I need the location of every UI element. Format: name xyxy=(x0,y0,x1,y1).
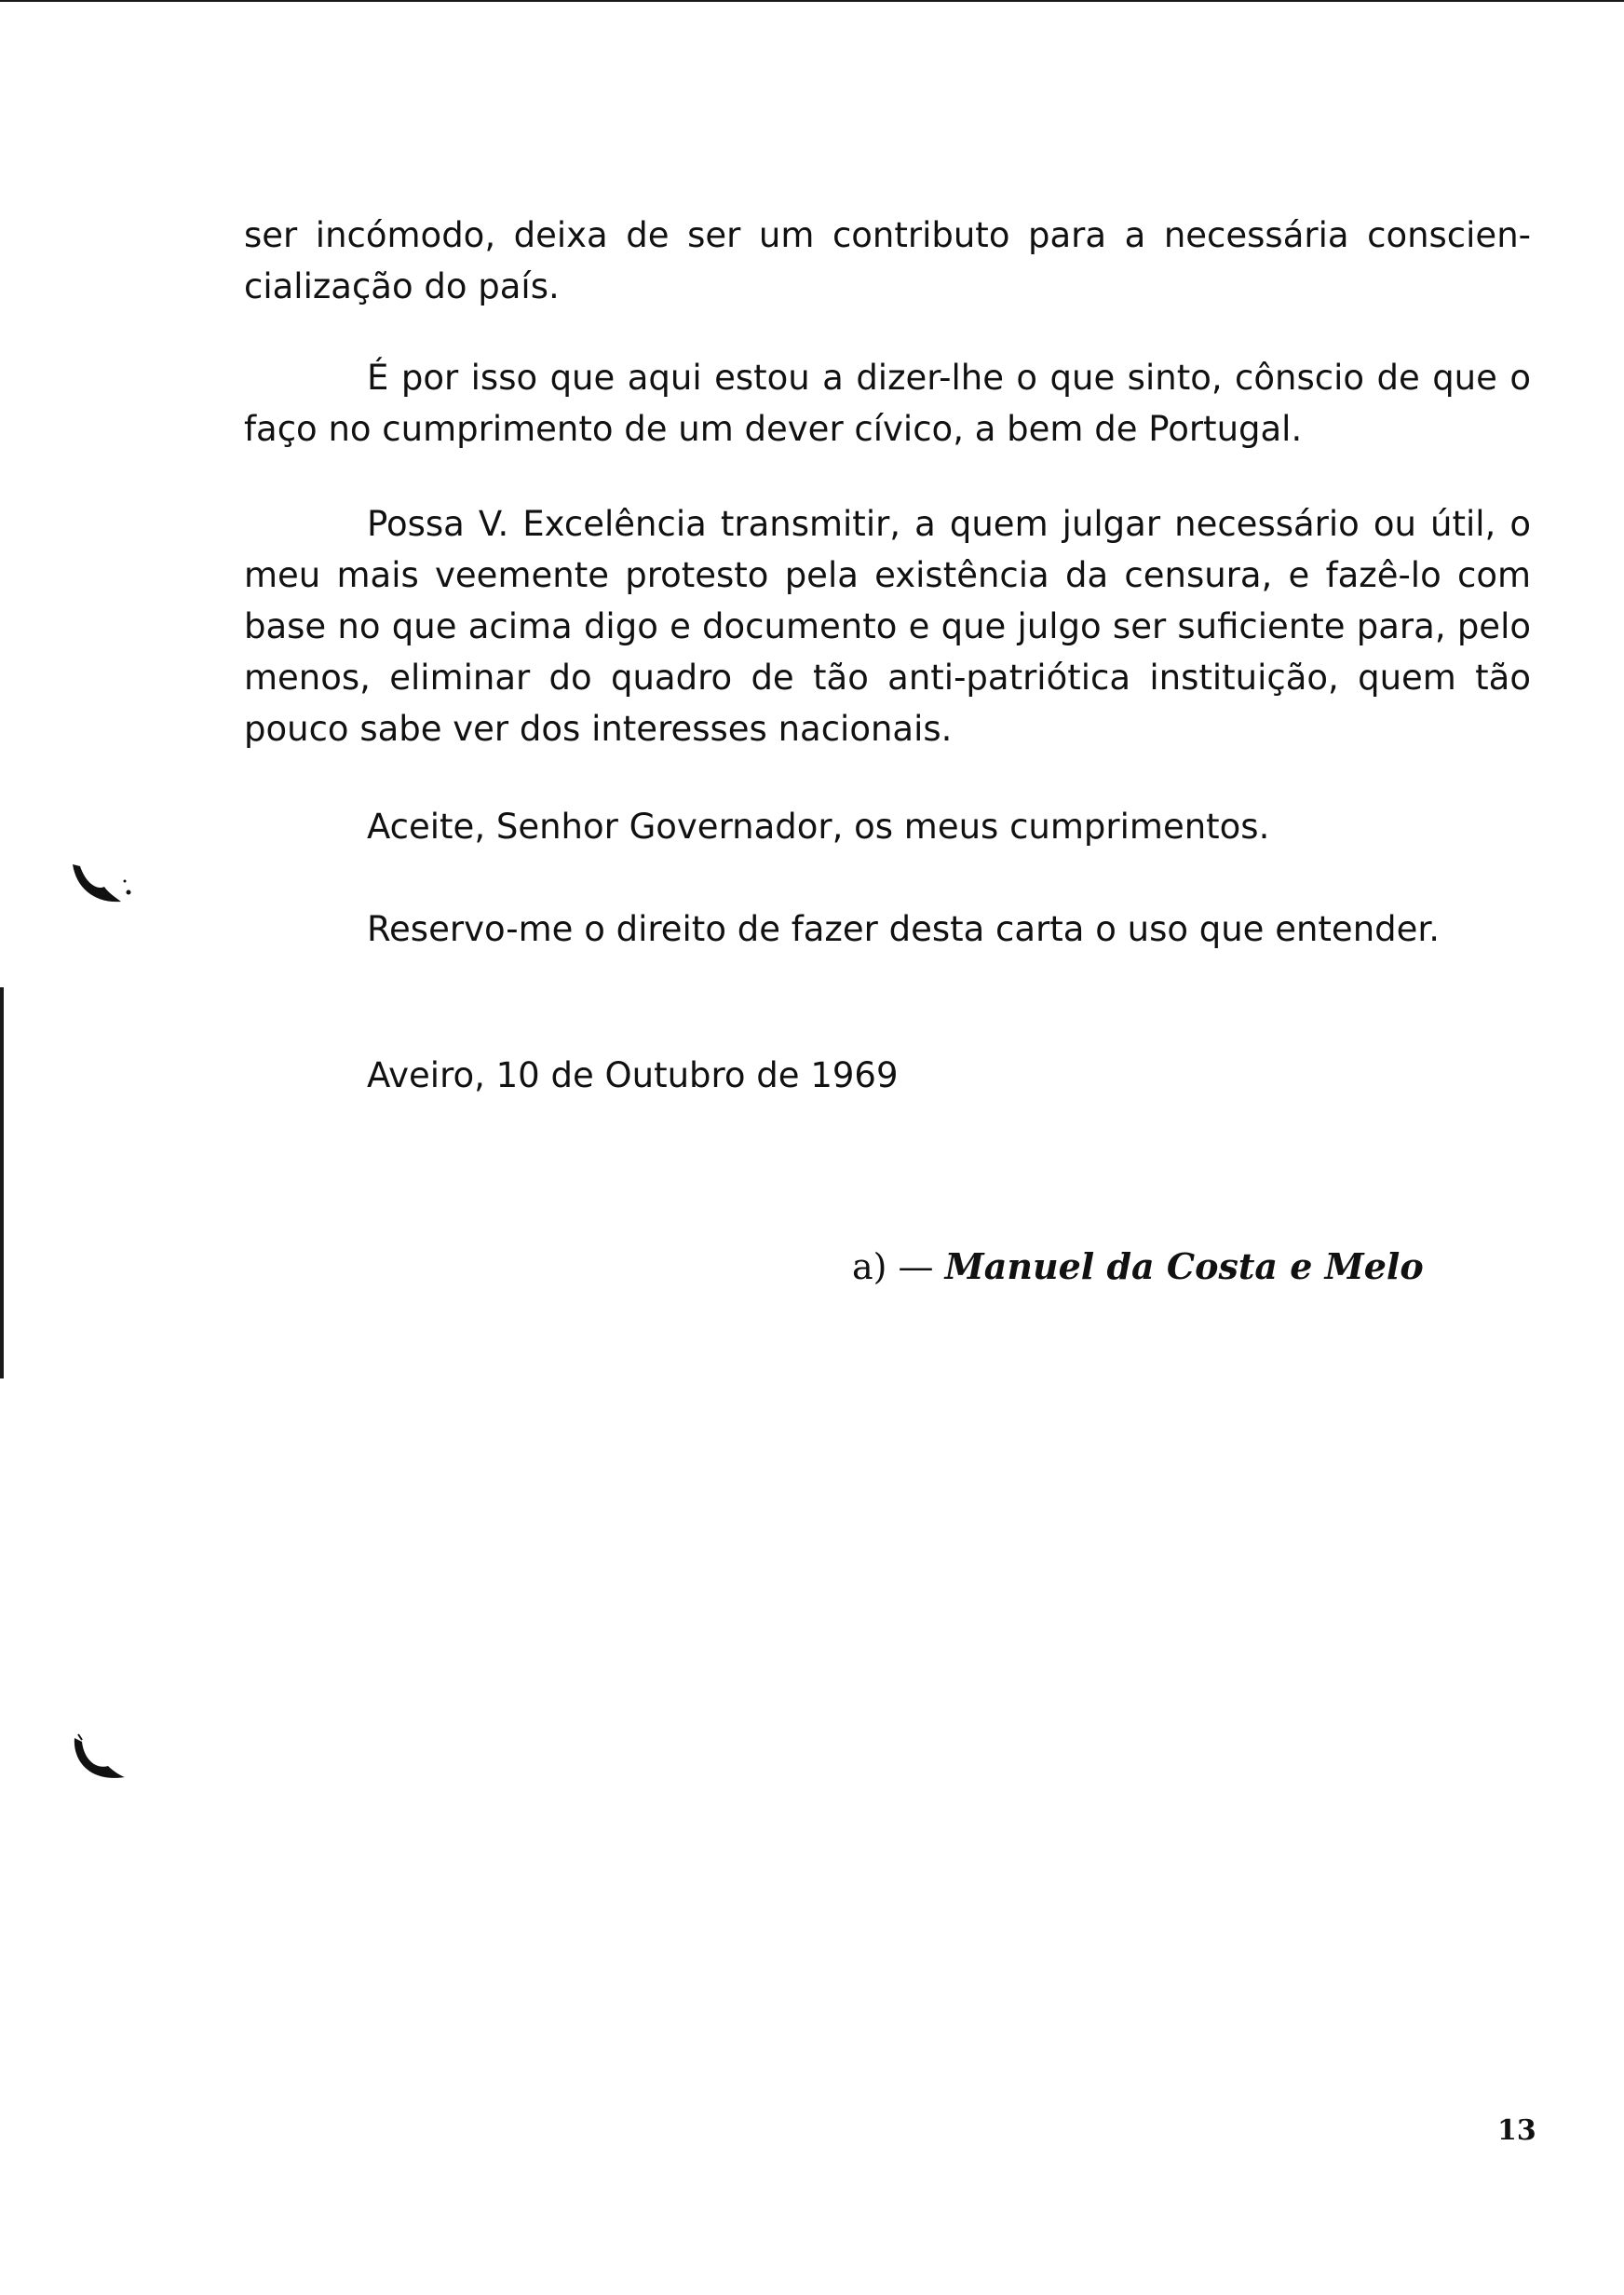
signature-prefix: a) — xyxy=(852,1246,934,1287)
paragraph-1: ser incómodo, deixa de ser um contributo para a necessária conscien-cialização do país. xyxy=(244,215,1531,306)
signature xyxy=(852,1245,1424,1287)
closing-greeting: Aceite, Senhor Governador, os meus cumprimentos. xyxy=(367,807,1270,847)
punch-hole-mark-icon xyxy=(67,855,136,911)
page-number: 13 xyxy=(1497,2114,1536,2147)
signature-name: Manuel da Costa e Melo xyxy=(944,1245,1424,1287)
reservation-note: Reservo-me o direito de fazer desta carta o uso que entender. xyxy=(367,909,1440,949)
page-top-rule xyxy=(0,0,1624,2)
place-date: Aveiro, 10 de Outubro de 1969 xyxy=(367,1055,899,1095)
paragraph-2: É por isso que aqui estou a dizer-lhe o que sinto, cônscio de que o faço no cumprimento de um dever cívico, a bem de Portugal. xyxy=(244,358,1531,449)
scan-edge-line xyxy=(0,987,4,1378)
punch-hole-mark-icon xyxy=(67,1732,136,1788)
paragraph-3: Possa V. Excelência transmitir, a quem julgar necessário ou útil, o meu mais veemente protesto pela existência da censura, e fazê-lo com base no que acima digo e documento e que julgo ser suficiente para, pelo menos, eliminar do quadro de tão anti-patriótica instituição, quem tão pouco sabe ver dos interesses nacionais. xyxy=(244,504,1531,749)
